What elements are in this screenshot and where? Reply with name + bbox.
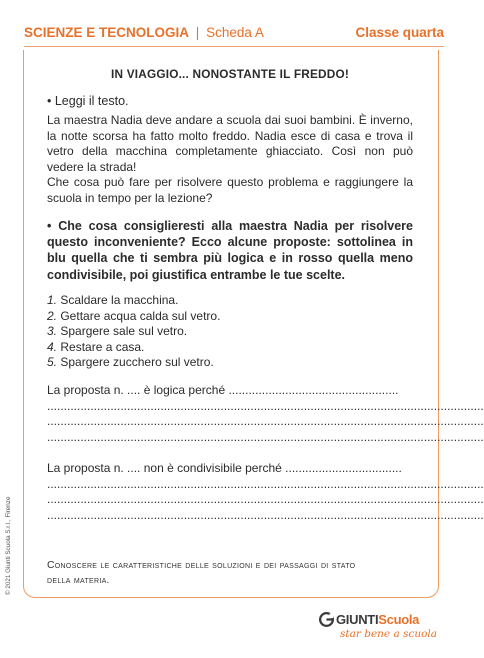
answer-line[interactable]: ...................................................................................................................................: [47, 476, 484, 491]
option-item: 1. Scaldare la macchina.: [47, 293, 179, 307]
story-paragraph: La maestra Nadia deve andare a scuola dai suoi bambini. È inverno, la notte scorsa ha fatto molto freddo. Nadia esce di casa e trova il vetro della macchina completamente ghiacciato. Così non può vedere la strada!: [47, 113, 413, 174]
option-item: 4. Restare a casa.: [47, 339, 145, 354]
options-list: [47, 293, 220, 371]
page-header: [24, 25, 444, 45]
subject-title: SCIENZE E TECNOLOGIA: [24, 25, 190, 40]
header-divider: [24, 46, 444, 47]
sheet-label: Scheda A: [206, 25, 264, 40]
giunti-scuola-logo: [319, 610, 438, 644]
option-item: 3. Spargere sale sul vetro.: [47, 324, 188, 338]
answer-block-not-shareable[interactable]: [47, 461, 484, 523]
logo-wordmark: GIUNTIScuola: [336, 611, 420, 627]
answer-prompt: La proposta n. .... non è condivisibile perché ...................................: [47, 461, 402, 475]
option-item: 2. Gettare acqua calda sul vetro.: [47, 308, 221, 323]
header-separator: |: [195, 25, 200, 40]
question-text: • Che cosa consiglieresti alla maestra Nadia per risolvere questo inconveniente? Ecco alcune proposte: sottolinea in blu quella che ti sembra più logica e in rosso quella meno condivisibile, poi giustifica entrambe le tue scelte.: [47, 219, 413, 282]
answer-line[interactable]: ...................................................................................................................................: [47, 492, 484, 507]
answer-line[interactable]: ...................................................................................................................................: [47, 507, 484, 522]
answer-line[interactable]: ...................................................................................................................................: [47, 414, 484, 429]
giunti-g-icon: [319, 612, 334, 627]
header-subject-line: [24, 25, 264, 40]
answer-block-logical[interactable]: [47, 383, 484, 445]
answer-line[interactable]: ...................................................................................................................................: [47, 398, 484, 413]
option-item: 5. Spargere zucchero sul vetro.: [47, 355, 214, 369]
answer-line[interactable]: ...................................................................................................................................: [47, 429, 484, 444]
copyright-notice: © 2021 Giunti Scuola S.r.l., Firenze: [5, 496, 12, 595]
learning-goal: Conoscere le caratteristiche delle soluzioni e dei passaggi di stato della materia.: [47, 560, 356, 586]
class-label: Classe quarta: [355, 25, 444, 40]
read-instruction: • Leggi il testo.: [47, 94, 129, 108]
answer-prompt: La proposta n. .... è logica perché ...................................................: [47, 383, 399, 397]
story-paragraph: Che cosa può fare per risolvere questo problema e raggiungere la scuola in tempo per la lezione?: [47, 175, 413, 205]
logo-tagline: star bene a scuola: [340, 628, 438, 640]
story-text: [47, 113, 413, 207]
worksheet-title: IN VIAGGIO... NONOSTANTE IL FREDDO!: [111, 67, 349, 81]
